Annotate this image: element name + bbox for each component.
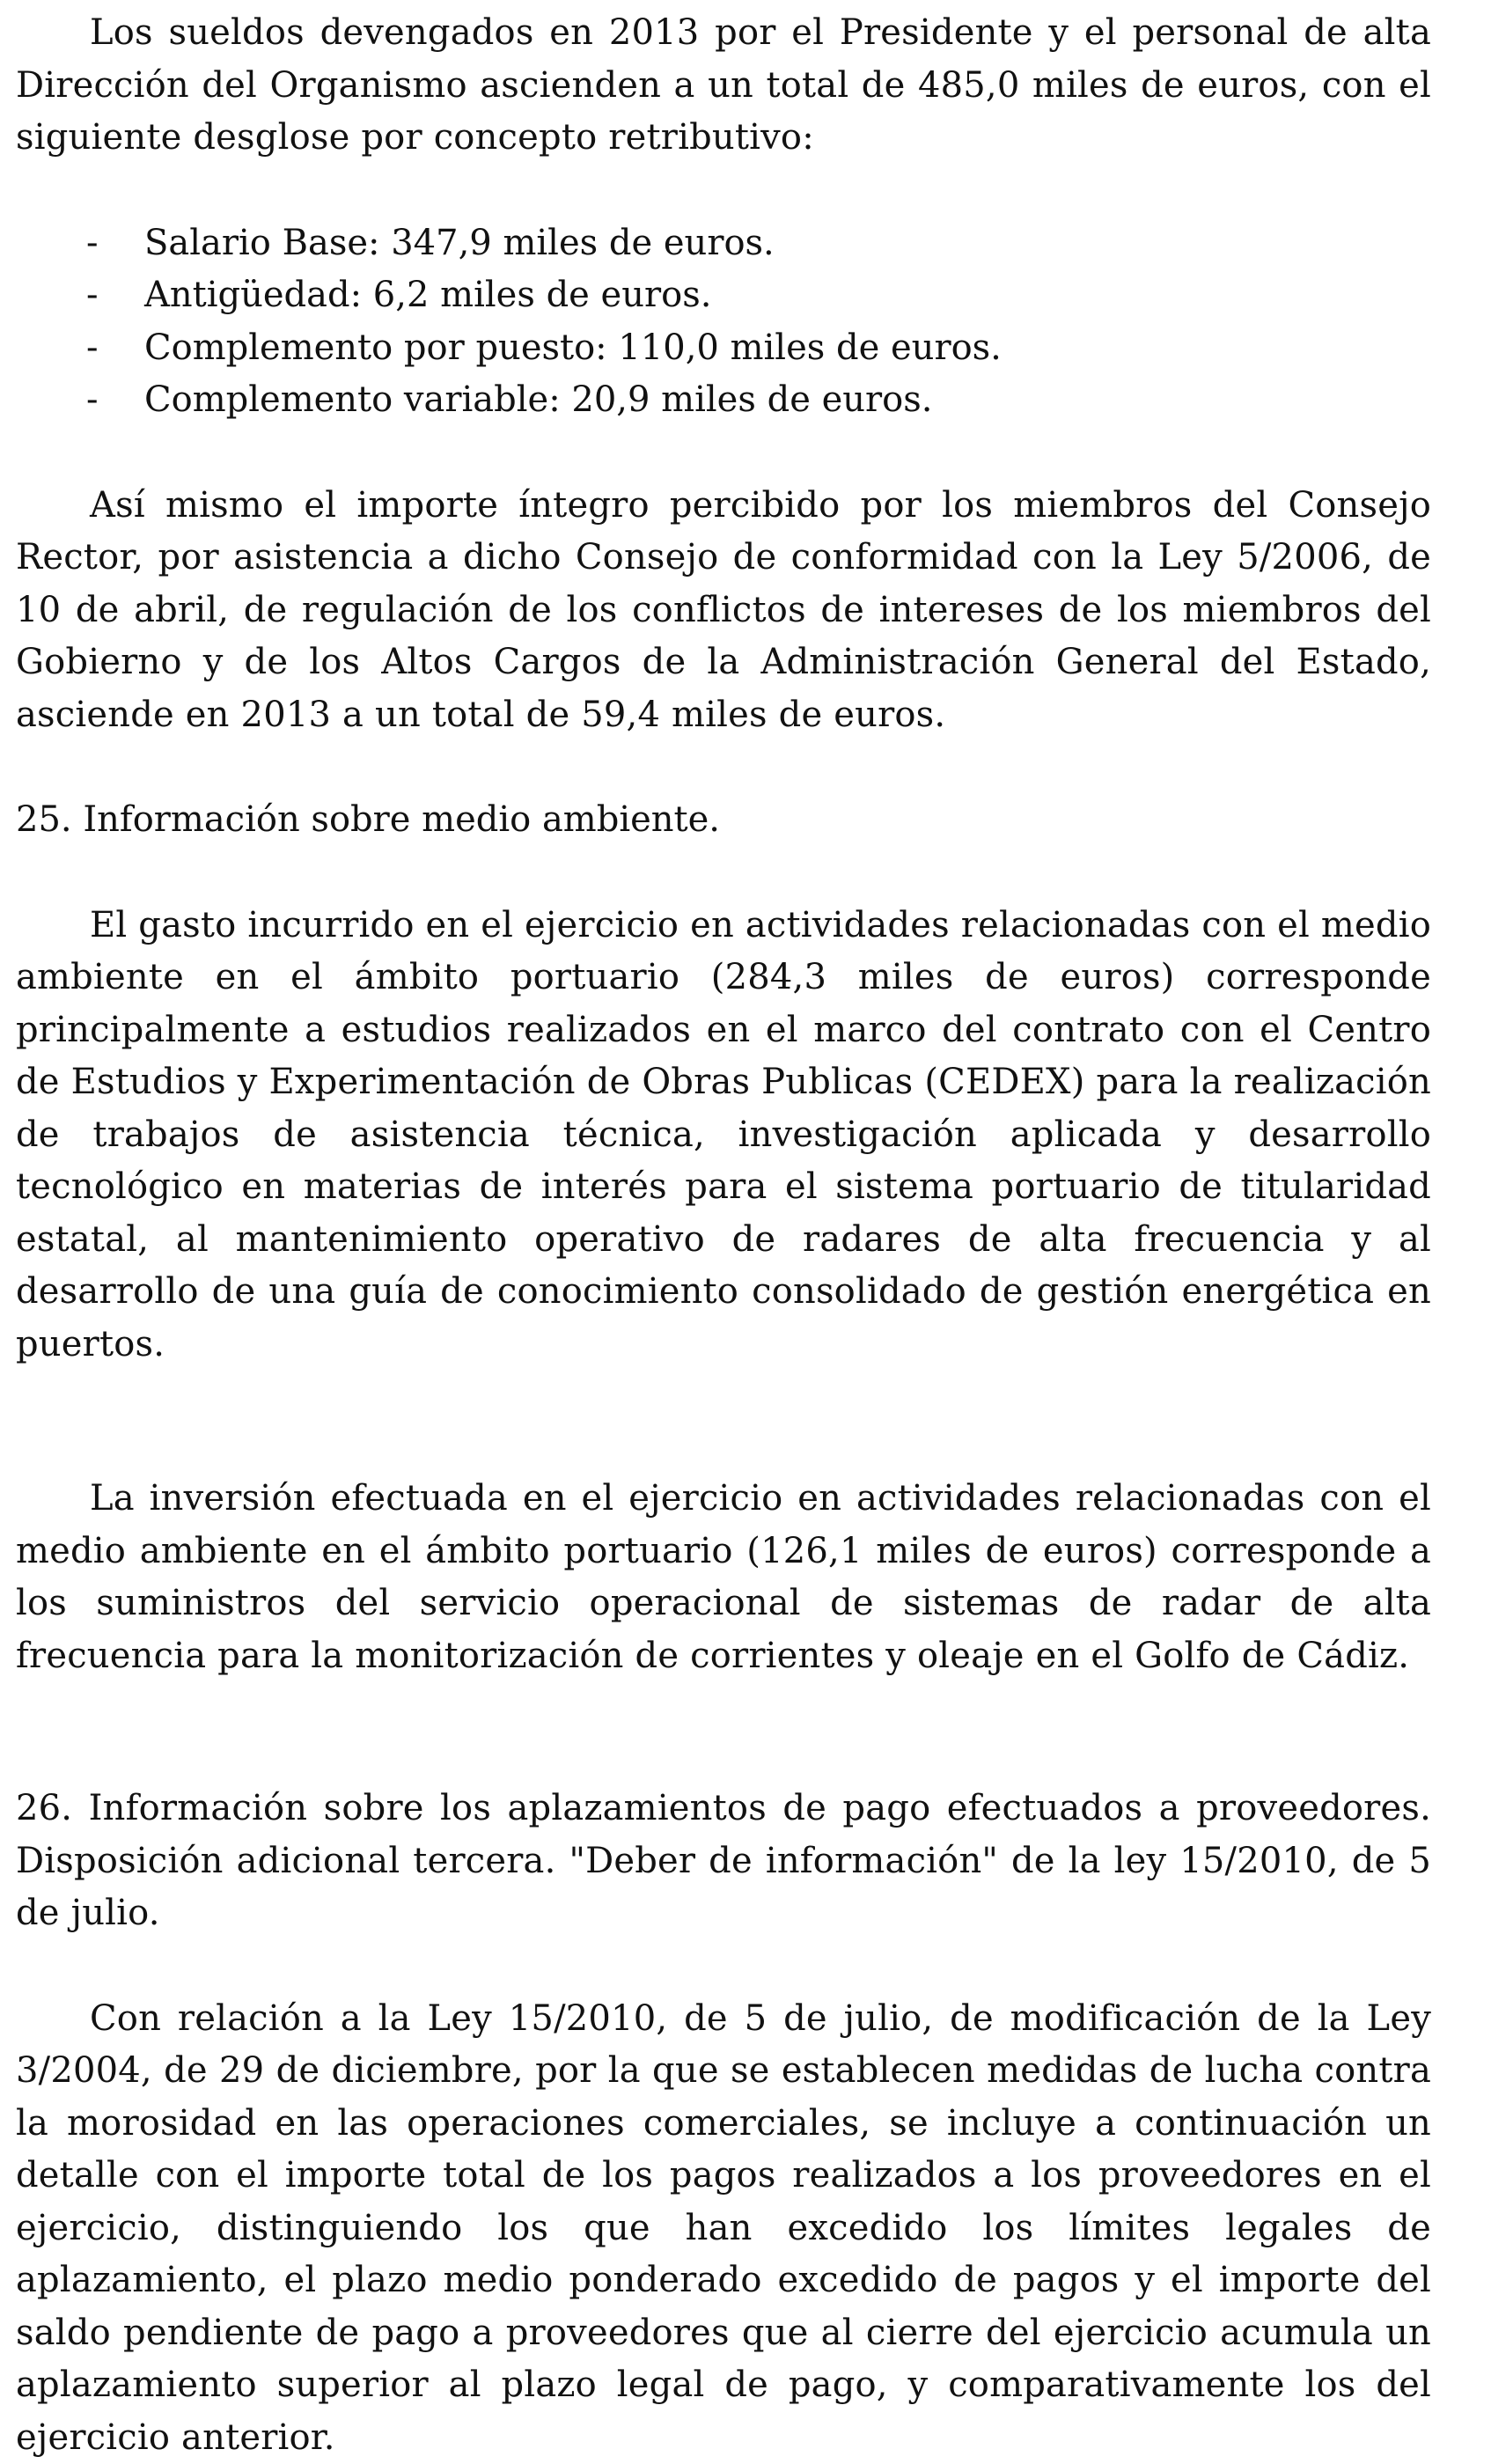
bullet-dash: - (86, 374, 99, 427)
list-item (16, 269, 1431, 322)
paragraph-ley-15-2010: Con relación a la Ley 15/2010, de 5 de julio, de modificación de la Ley 3/2004, de 29 de diciembre, por la que se establecen medidas de lucha contra la morosidad en las operaciones comerciales, se incluye a continuación un detalle con el importe total de los pagos realizados a los proveedores en el ejercicio, distinguiendo los que han excedido los límites legales de aplazamiento, el plazo medio ponderado excedido de pagos y el importe del saldo pendiente de pago a proveedores que al cierre del ejercicio acumula un aplazamiento superior al plazo legal de pago, y comparativamente los del ejercicio anterior. (16, 1993, 1431, 2464)
bullet-dash: - (86, 217, 99, 270)
section-heading-26: 26. Información sobre los aplazamientos de pago efectuados a proveedores. Disposición adicional tercera. "Deber de información" de la ley 15/2010, de 5 de julio. (16, 1783, 1431, 1940)
list-item-text: Complemento variable: 20,9 miles de euros. (144, 379, 932, 420)
list-item-text: Salario Base: 347,9 miles de euros. (144, 223, 775, 263)
document-page (16, 7, 1431, 2464)
list-item-text: Antigüedad: 6,2 miles de euros. (144, 275, 711, 315)
paragraph-gasto-medio-ambiente: El gasto incurrido en el ejercicio en actividades relacionadas con el medio ambiente en el ámbito portuario (284,3 miles de euros) corresponde principalmente a estudios realizados en el marco del contrato con el Centro de Estudios y Experimentación de Obras Publicas (CEDEX) para la realización de trabajos de asistencia técnica, investigación aplicada y desarrollo tecnológico en materias de interés para el sistema portuario de titularidad estatal, al mantenimiento operativo de radares de alta frecuencia y al desarrollo de una guía de conocimiento consolidado de gestión energética en puertos. (16, 900, 1431, 1372)
spacer (16, 847, 1431, 900)
paragraph-salaries: Los sueldos devengados en 2013 por el Presidente y el personal de alta Dirección del Organismo ascienden a un total de 485,0 miles de euros, con el siguiente desglose por concepto retributivo: (16, 7, 1431, 165)
bullet-dash: - (86, 269, 99, 322)
spacer (16, 165, 1431, 217)
spacer (16, 427, 1431, 480)
list-item-text: Complemento por puesto: 110,0 miles de euros. (144, 327, 1002, 368)
spacer (16, 1940, 1431, 1993)
spacer (16, 1682, 1431, 1783)
section-heading-25: 25. Información sobre medio ambiente. (16, 794, 1431, 847)
list-item (16, 217, 1431, 270)
spacer (16, 741, 1431, 794)
list-item (16, 374, 1431, 427)
spacer (16, 1371, 1431, 1473)
salary-breakdown-list (16, 217, 1431, 427)
paragraph-consejo-rector: Así mismo el importe íntegro percibido por los miembros del Consejo Rector, por asistencia a dicho Consejo de conformidad con la Ley 5/2006, de 10 de abril, de regulación de los conflictos de intereses de los miembros del Gobierno y de los Altos Cargos de la Administración General del Estado, asciende en 2013 a un total de 59,4 miles de euros. (16, 480, 1431, 742)
bullet-dash: - (86, 322, 99, 375)
list-item (16, 322, 1431, 375)
paragraph-inversion-medio-ambiente: La inversión efectuada en el ejercicio en actividades relacionadas con el medio ambiente en el ámbito portuario (126,1 miles de euros) corresponde a los suministros del servicio operacional de sistemas de radar de alta frecuencia para la monitorización de corrientes y oleaje en el Golfo de Cádiz. (16, 1473, 1431, 1682)
